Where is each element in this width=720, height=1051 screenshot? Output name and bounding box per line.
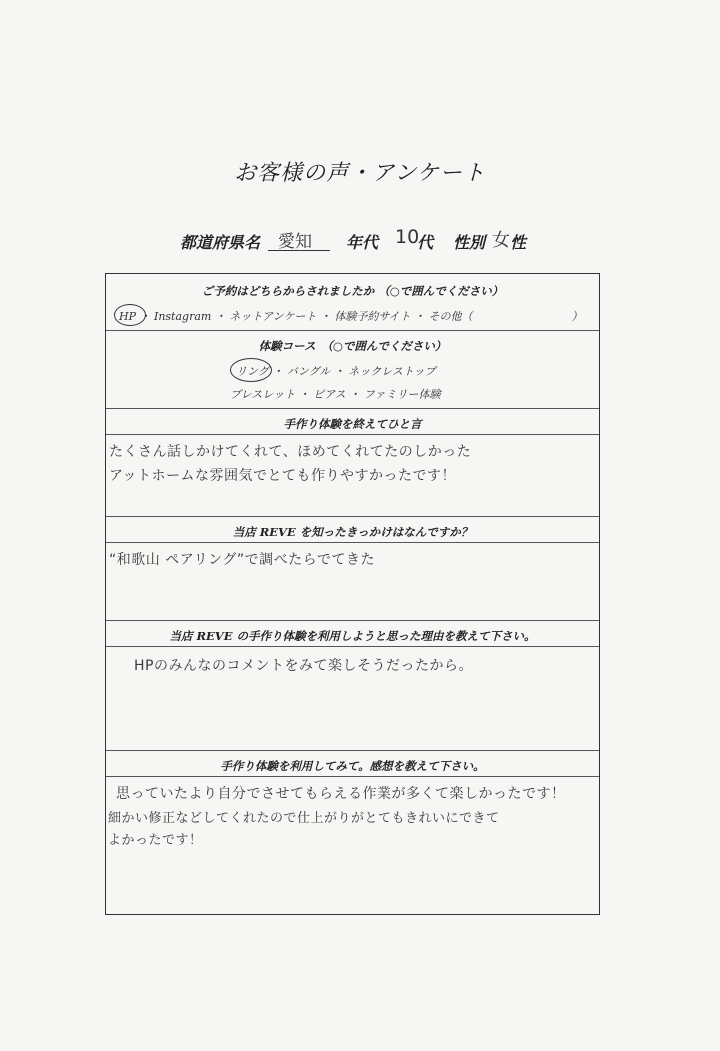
reservation-options: HP ・ Instagram ・ ネットアンケート ・ 体験予約サイト ・ その他（ ） xyxy=(119,310,583,323)
q3-question: 当店 REVE の手作り体験を利用しようと思った理由を教えて下さい。 xyxy=(169,629,536,643)
q3-answer-line1: HPのみんなのコメントをみて楽しそうだったから。 xyxy=(134,658,473,674)
q4-answer-line3: よかったです！ xyxy=(108,833,203,848)
q1-answer-line2: アットホームな雰囲気でとても作りやすかったです！ xyxy=(109,468,457,484)
q3-header xyxy=(106,620,599,647)
q4-answer-line2: 細かい修正などしてくれたので仕上がりがとてもきれいにできて xyxy=(108,811,500,826)
course-options-line2: ブレスレット ・ ピアス ・ ファミリー体験 xyxy=(230,388,441,401)
reservation-question: ご予約はどちらからされましたか （○で囲んでください） xyxy=(201,284,504,298)
reservation-options-row xyxy=(106,304,599,328)
q4-header xyxy=(106,750,599,777)
course-section xyxy=(106,330,599,409)
age-suffix: 代 xyxy=(417,233,434,252)
gender-suffix: 性 xyxy=(510,233,527,252)
q4-answer-box xyxy=(106,776,599,915)
q1-header xyxy=(106,408,599,435)
course-options-line1: リング ・ バングル ・ ネックレストップ xyxy=(236,365,436,378)
course-question: 体験コース （○で囲んでください） xyxy=(258,339,447,353)
q4-question: 手作り体験を利用してみて。感想を教えて下さい。 xyxy=(220,759,485,773)
reservation-section xyxy=(106,274,599,304)
q4-answer-line1: 思っていたより自分でさせてもらえる作業が多くて楽しかったです！ xyxy=(116,786,566,802)
page-title: お客様の声・アンケート xyxy=(234,161,486,186)
survey-form xyxy=(105,273,600,915)
q1-question: 手作り体験を終えてひと言 xyxy=(283,417,422,431)
q3-answer-box xyxy=(106,646,599,751)
q2-answer-line1: “和歌山 ペアリング”で調べたらでてきた xyxy=(109,552,375,568)
age-label: 年代 xyxy=(346,233,379,252)
prefecture-value: 愛知 xyxy=(278,232,312,252)
prefecture-underline xyxy=(268,250,330,251)
q2-question: 当店 REVE を知ったきっかけはなんですか？ xyxy=(232,525,473,539)
reservation-selected-circle xyxy=(114,304,146,326)
gender-label: 性別 xyxy=(453,233,486,252)
age-value: 10 xyxy=(395,226,420,248)
q2-header xyxy=(106,516,599,543)
q1-answer-line1: たくさん話しかけてくれて、ほめてくれてたのしかった xyxy=(109,444,472,460)
course-selected-circle xyxy=(230,358,272,382)
q1-answer-box xyxy=(106,434,599,517)
q2-answer-box xyxy=(106,542,599,621)
prefecture-label: 都道府県名 xyxy=(180,233,261,252)
gender-value: 女 xyxy=(492,230,510,251)
